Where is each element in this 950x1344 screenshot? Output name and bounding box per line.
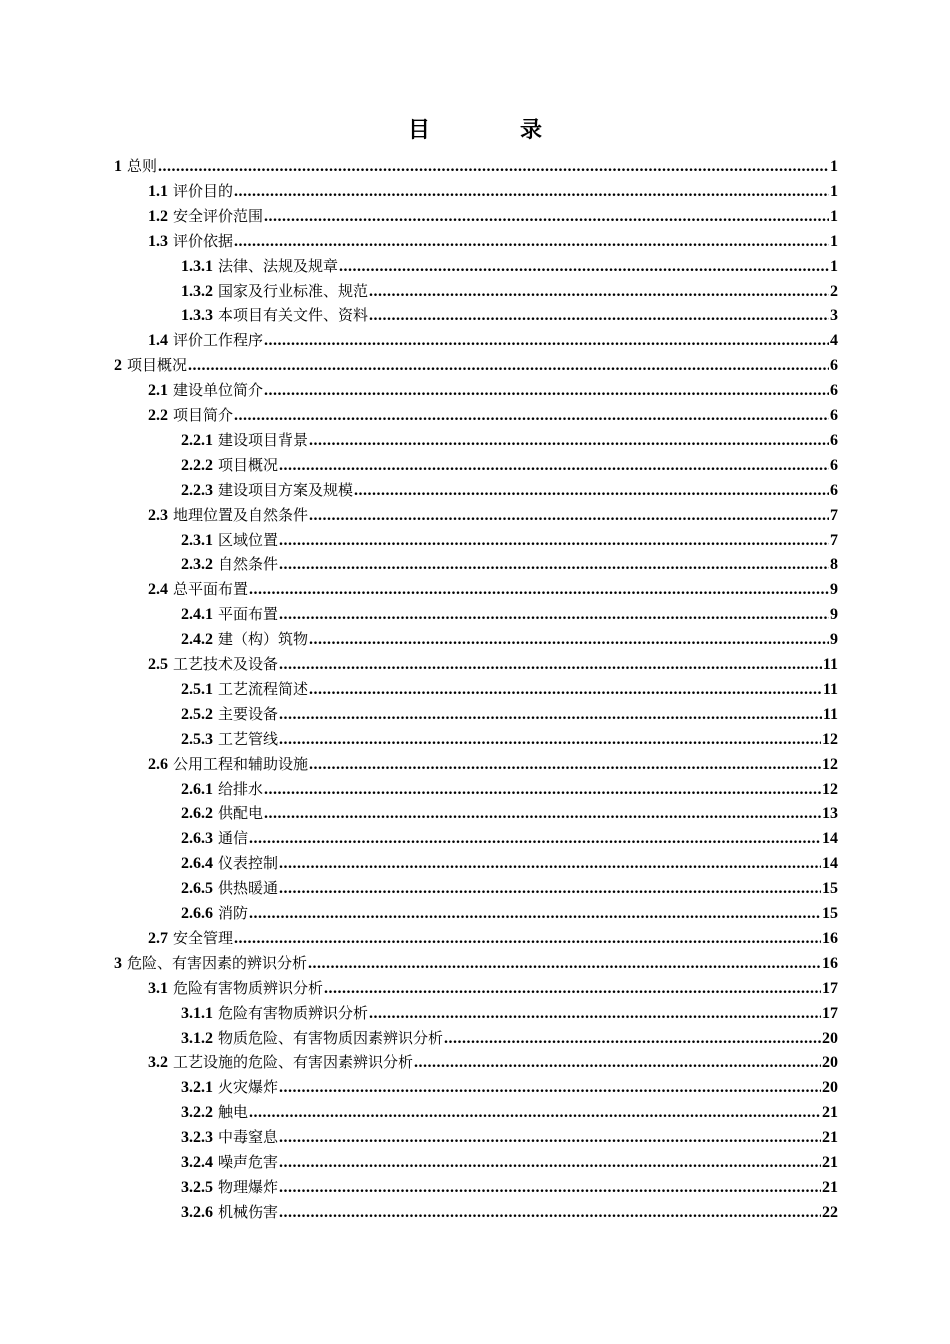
toc-entry-number: 1.3.1 [181,258,213,275]
toc-dot-leader [279,529,829,552]
toc-entry-number: 1.2 [148,208,168,225]
toc-entry-label [181,453,278,477]
toc-entry-label [181,303,368,327]
toc-entry[interactable] [148,179,838,203]
toc-entry-number: 2.4.1 [181,606,213,623]
toc-dot-leader [339,255,829,278]
toc-entry-number: 1.1 [148,183,168,200]
toc-entry[interactable] [181,552,838,576]
toc-entry-label [181,801,263,825]
toc-dot-leader [234,180,829,203]
toc-entry-label [181,254,338,278]
toc-entry[interactable] [181,876,838,900]
toc-entry[interactable] [148,204,838,228]
toc-entry-page: 21 [822,1129,838,1146]
toc-entry-label [181,478,353,502]
toc-entry-text: 危险有害物质辨识分析 [173,979,324,997]
toc-dot-leader [264,802,821,825]
toc-entry[interactable] [181,777,838,801]
toc-entry-text: 建设项目背景 [218,431,309,449]
toc-entry-number: 2.1 [148,382,168,399]
toc-dot-leader [279,1176,821,1199]
toc-entry-number: 3.2.2 [181,1104,213,1121]
toc-entry-page: 22 [822,1204,838,1221]
toc-dot-leader [249,827,821,850]
toc-entry-page: 6 [830,482,838,499]
toc-entry-number: 2.6.5 [181,880,213,897]
toc-entry-number: 3.1.2 [181,1030,213,1047]
toc-entry-text: 工艺流程简述 [218,680,309,698]
toc-entry-label [181,826,248,850]
toc-entry-text: 法律、法规及规章 [218,257,339,275]
toc-entry-text: 本项目有关文件、资料 [218,306,369,324]
toc-entry-page: 1 [830,208,838,225]
toc-entry-text: 供热暖通 [218,879,279,897]
toc-entry-text: 项目概况 [127,356,188,374]
toc-entry-text: 危险有害物质辨识分析 [218,1004,369,1022]
toc-entry-number: 3 [114,955,122,972]
toc-entry-label [148,204,263,228]
toc-entry-page: 12 [822,756,838,773]
toc-entry-number: 2.6.2 [181,805,213,822]
toc-dot-leader [264,778,821,801]
toc-entry-page: 7 [830,507,838,524]
toc-entry-page: 21 [822,1179,838,1196]
toc-entry[interactable] [181,254,838,278]
toc-dot-leader [279,877,821,900]
toc-entry[interactable] [181,727,838,751]
toc-entry-number: 3.2.1 [181,1079,213,1096]
toc-entry-number: 2.6.6 [181,905,213,922]
toc-entry[interactable] [181,602,838,626]
toc-entry-page: 21 [822,1104,838,1121]
toc-entry-label [181,1100,248,1124]
toc-entry[interactable] [181,702,838,726]
toc-entry-text: 自然条件 [218,555,279,573]
toc-entry-page: 1 [830,258,838,275]
toc-entry[interactable] [148,926,838,950]
toc-entry-label [148,328,263,352]
toc-entry-text: 建（构）筑物 [218,630,309,648]
toc-entry-label [181,627,308,651]
toc-entry[interactable] [181,1075,838,1099]
toc-dot-leader [309,504,829,527]
toc-entry-number: 2.5.3 [181,731,213,748]
toc-dot-leader [158,155,829,178]
toc-entry-label [181,727,278,751]
toc-dot-leader [279,1201,821,1224]
toc-entry[interactable] [181,801,838,825]
toc-dot-leader [444,1027,821,1050]
toc-entry-page: 14 [822,830,838,847]
toc-entry[interactable] [181,901,838,925]
toc-entry[interactable] [181,1001,838,1025]
toc-entry-label [148,976,323,1000]
toc-entry-text: 建设单位简介 [173,381,264,399]
toc-entry-page: 1 [830,183,838,200]
toc-entry-label [114,951,307,975]
toc-entry-page: 13 [822,805,838,822]
toc-dot-leader [279,653,822,676]
toc-dot-leader [354,479,829,502]
toc-entry[interactable] [181,1100,838,1124]
toc-entry[interactable] [181,478,838,502]
toc-entry-text: 平面布置 [218,605,279,623]
toc-entry-page: 11 [822,681,838,698]
toc-entry[interactable] [148,652,838,676]
toc-entry-text: 建设项目方案及规模 [218,481,354,499]
toc-dot-leader [279,603,829,626]
toc-dot-leader [249,902,821,925]
toc-entry-label [181,1026,443,1050]
toc-entry-number: 1.3 [148,233,168,250]
toc-entry-number: 1.3.2 [181,283,213,300]
toc-entry[interactable] [181,627,838,651]
toc-entry[interactable] [181,453,838,477]
toc-entry[interactable] [148,577,838,601]
toc-entry-label [148,752,308,776]
toc-entry[interactable] [148,976,838,1000]
toc-entry-text: 主要设备 [218,705,279,723]
toc-entry[interactable] [148,328,838,352]
toc-entry-number: 2.5.1 [181,681,213,698]
toc-entry-text: 评价工作程序 [173,331,264,349]
toc-entry-label [148,403,233,427]
toc-entry-page: 20 [822,1030,838,1047]
toc-entry-page: 20 [822,1054,838,1071]
toc-entry-number: 2.5 [148,656,168,673]
toc-entry-text: 项目概况 [218,456,279,474]
toc-entry-page: 6 [830,357,838,374]
toc-entry-number: 3.2.5 [181,1179,213,1196]
toc-entry[interactable] [181,279,838,303]
toc-entry[interactable] [181,677,838,701]
toc-entry-page: 1 [830,158,838,175]
toc-entry-label [148,1050,413,1074]
toc-entry-label [114,353,187,377]
toc-dot-leader [279,553,829,576]
toc-dot-leader [324,977,821,1000]
toc-entry-page: 15 [822,880,838,897]
toc-entry-text: 工艺设施的危险、有害因素辨识分析 [173,1053,414,1071]
toc-entry-page: 9 [830,631,838,648]
toc-dot-leader [369,304,829,327]
toc-entry-number: 2 [114,357,122,374]
toc-entry-label [148,378,263,402]
toc-entry-label [148,652,278,676]
toc-entry-number: 3.2.3 [181,1129,213,1146]
toc-entry-number: 2.3.2 [181,556,213,573]
toc-entry[interactable] [148,378,838,402]
toc-entry-page: 6 [830,407,838,424]
toc-entry-number: 2.3.1 [181,532,213,549]
toc-dot-leader [279,1076,821,1099]
toc-title: 目 录 [407,117,576,143]
toc-entry-text: 总则 [127,157,158,175]
toc-dot-leader [264,329,829,352]
toc-entry[interactable] [181,826,838,850]
toc-entry-label [181,901,248,925]
toc-entry-label [181,851,278,875]
toc-dot-leader [188,354,829,377]
toc-dot-leader [279,728,821,751]
toc-entry-text: 工艺管线 [218,730,279,748]
toc-entry-text: 通信 [218,829,249,847]
toc-entry-page: 9 [830,581,838,598]
toc-entry-text: 物理爆炸 [218,1178,279,1196]
toc-dot-leader [279,703,822,726]
toc-entry-text: 评价依据 [173,232,234,250]
toc-entry-label [181,602,278,626]
toc-entry-number: 3.2 [148,1054,168,1071]
toc-entry-label [181,677,308,701]
toc-entry-number: 2.6.1 [181,781,213,798]
toc-entry-text: 区域位置 [218,531,279,549]
toc-entry-page: 7 [830,532,838,549]
toc-entry-page: 3 [830,307,838,324]
toc-entry-page: 12 [822,731,838,748]
toc-entry-text: 总平面布置 [173,580,249,598]
toc-dot-leader [249,578,829,601]
toc-entry-number: 2.2 [148,407,168,424]
toc-dot-leader [234,404,829,427]
toc-entry[interactable] [181,428,838,452]
toc-entry-page: 15 [822,905,838,922]
toc-entry-text: 项目简介 [173,406,234,424]
toc-entry-label [148,503,308,527]
toc-entry-number: 3.1.1 [181,1005,213,1022]
toc-entry[interactable] [148,403,838,427]
toc-entry[interactable] [114,951,838,975]
toc-entry-label [181,1150,278,1174]
toc-entry-label [181,1200,278,1224]
toc-dot-leader [279,1126,821,1149]
toc-dot-leader [309,753,821,776]
toc-entry[interactable] [148,503,838,527]
toc-entry-page: 21 [822,1154,838,1171]
toc-entry-text: 噪声危害 [218,1153,279,1171]
toc-entry-page: 17 [822,1005,838,1022]
toc-dot-leader [279,454,829,477]
toc-entry-number: 2.6.4 [181,855,213,872]
toc-entry-page: 17 [822,980,838,997]
toc-entry[interactable] [181,528,838,552]
toc-entry-label [114,154,157,178]
toc-dot-leader [264,379,829,402]
toc-entry-label [181,1075,278,1099]
toc-entry-label [181,552,278,576]
toc-entry[interactable] [181,1200,838,1224]
toc-entry-number: 1.3.3 [181,307,213,324]
toc-dot-leader [234,230,829,253]
toc-entry[interactable] [181,1175,838,1199]
toc-entry[interactable] [181,851,838,875]
toc-dot-leader [309,628,829,651]
toc-entry-text: 国家及行业标准、规范 [218,282,369,300]
toc-entry-text: 安全管理 [173,929,234,947]
toc-entry-label [181,777,263,801]
toc-entry-page: 16 [822,955,838,972]
toc-entry-number: 2.2.3 [181,482,213,499]
toc-entry-text: 消防 [218,904,249,922]
toc-entry-label [148,577,248,601]
toc-entry-number: 1 [114,158,122,175]
toc-entry-number: 3.2.4 [181,1154,213,1171]
toc-entry-text: 火灾爆炸 [218,1078,279,1096]
toc-entry-page: 11 [822,656,838,673]
toc-dot-leader [279,852,821,875]
toc-entry-page: 11 [822,706,838,723]
toc-entry-number: 2.6 [148,756,168,773]
toc-entry-text: 供配电 [218,804,264,822]
toc-entry-text: 工艺技术及设备 [173,655,279,673]
toc-dot-leader [234,927,821,950]
toc-entry-number: 2.4.2 [181,631,213,648]
toc-entry-page: 4 [830,332,838,349]
toc-entry-text: 安全评价范围 [173,207,264,225]
toc-entry-text: 仪表控制 [218,854,279,872]
toc-dot-leader [369,280,829,303]
toc-entry-label [181,279,368,303]
toc-entry-number: 2.3 [148,507,168,524]
toc-entry-page: 2 [830,283,838,300]
toc-dot-leader [309,429,829,452]
toc-entry-label [148,179,233,203]
toc-entry-page: 6 [830,457,838,474]
toc-entry-text: 中毒窒息 [218,1128,279,1146]
toc-entry-page: 9 [830,606,838,623]
toc-entry[interactable] [148,752,838,776]
toc-entry-label [148,926,233,950]
toc-entry[interactable] [148,229,838,253]
toc-entry-text: 给排水 [218,780,264,798]
toc-entry-page: 6 [830,432,838,449]
toc-entry[interactable] [181,1150,838,1174]
toc-entry-number: 2.2.2 [181,457,213,474]
toc-entry-page: 1 [830,233,838,250]
toc-entry-number: 2.5.2 [181,706,213,723]
toc-dot-leader [249,1101,821,1124]
toc-dot-leader [279,1151,821,1174]
toc-entry-label [181,1175,278,1199]
toc-entry-label [181,528,278,552]
toc-entry-text: 地理位置及自然条件 [173,506,309,524]
toc-entry[interactable] [181,1125,838,1149]
toc-entry-number: 1.4 [148,332,168,349]
toc-entry[interactable] [181,1026,838,1050]
toc-entry-label [181,428,308,452]
toc-entry-number: 2.6.3 [181,830,213,847]
toc-entry-number: 3.2.6 [181,1204,213,1221]
toc-entry-text: 物质危险、有害物质因素辨识分析 [218,1029,444,1047]
toc-dot-leader [264,205,829,228]
toc-entry-page: 16 [822,930,838,947]
toc-entry-number: 3.1 [148,980,168,997]
toc-entry-text: 机械伤害 [218,1203,279,1221]
toc-entry-text: 公用工程和辅助设施 [173,755,309,773]
toc-entry-page: 20 [822,1079,838,1096]
toc-entry-page: 6 [830,382,838,399]
toc-entry-label [181,876,278,900]
toc-entry-number: 2.7 [148,930,168,947]
toc-entry[interactable] [148,1050,838,1074]
toc-entry-page: 14 [822,855,838,872]
toc-entry-label [148,229,233,253]
toc-dot-leader [309,678,822,701]
toc-entry-number: 2.2.1 [181,432,213,449]
toc-entry-number: 2.4 [148,581,168,598]
toc-entry[interactable] [114,154,838,178]
toc-entry-text: 触电 [218,1103,249,1121]
toc-entry[interactable] [114,353,838,377]
toc-entry-page: 12 [822,781,838,798]
toc-entry-label [181,702,278,726]
toc-dot-leader [414,1051,821,1074]
toc-dot-leader [308,952,821,975]
toc-entry[interactable] [181,303,838,327]
toc-entry-label [181,1125,278,1149]
toc-entry-label [181,1001,368,1025]
toc-entry-text: 危险、有害因素的辨识分析 [127,954,308,972]
toc-dot-leader [369,1002,821,1025]
toc-entry-text: 评价目的 [173,182,234,200]
toc-entry-page: 8 [830,556,838,573]
